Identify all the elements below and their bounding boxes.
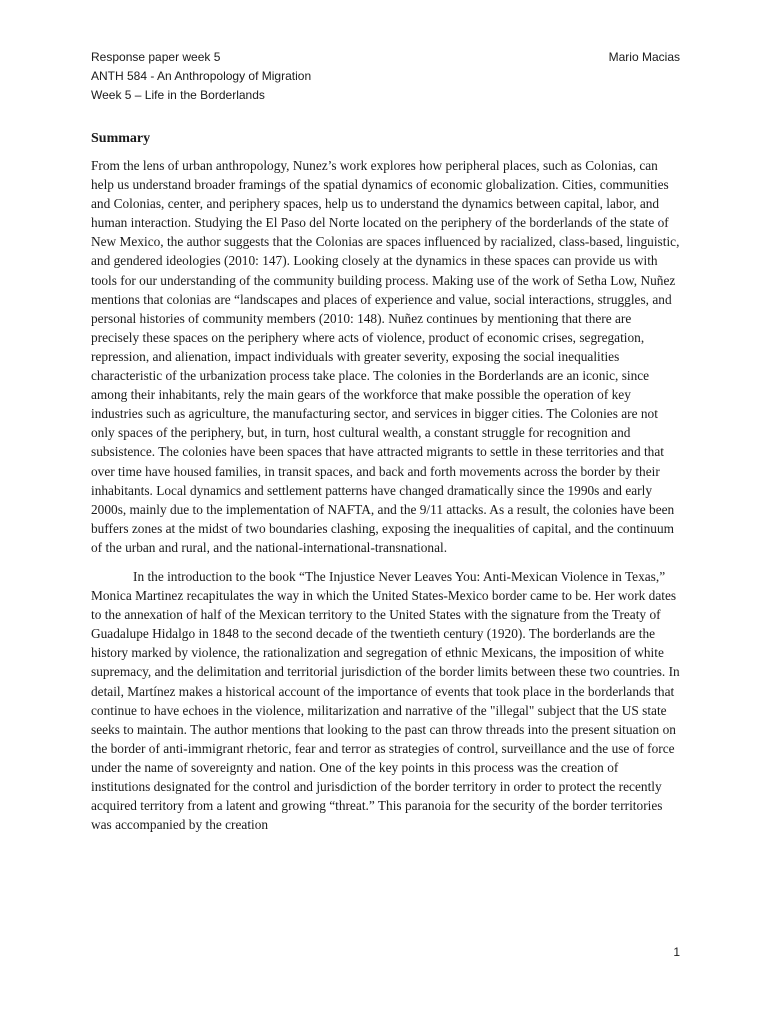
page-number: 1 (673, 945, 680, 959)
week-topic: Week 5 – Life in the Borderlands (91, 88, 265, 102)
header-row-3 (91, 86, 680, 105)
author-name: Mario Macias (608, 50, 680, 64)
document-body (91, 129, 680, 844)
document-header (91, 48, 680, 105)
course-title: ANTH 584 - An Anthropology of Migration (91, 69, 312, 83)
header-row-1 (91, 48, 680, 67)
paragraph-2: In the introduction to the book “The Injustice Never Leaves You: Anti-Mexican Violence in Texas,” Monica Martinez recapitulates the way in which the United States-Mexico border came to be. Her work dates to the annexation of half of the Mexican territory to the United States with the signature from the Treaty of Guadalupe Hidalgo in 1848 to the second decade of the twentieth century (1920). The borderlands are the history marked by violence, the rationalization and segregation of ethnic Mexicans, the imposition of white supremacy, and the delimitation and territorial jurisdiction of the border limits between these two countries. In detail, Martínez makes a historical account of the importance of events that took place in the borderlands that continue to have echoes in the violence, militarization and narrative of the "illegal" subject that the US state seeks to maintain. The author mentions that looking to the past can throw threads into the present situation on the border of anti-immigrant rhetoric, fear and terror as strategies of control, surveillance and the use of force under the name of sovereignty and nation. One of the key points in this process was the creation of institutions designated for the control and jurisdiction of the border territory in order to protect the recently acquired territory from a latent and growing “threat.” This paranoia for the security of the border territories was accompanied by the creation (91, 568, 680, 833)
assignment-title: Response paper week 5 (91, 50, 221, 64)
summary-heading: Summary (91, 131, 151, 146)
header-row-2 (91, 67, 680, 86)
paragraph-1: From the lens of urban anthropology, Nunez’s work explores how peripheral places, such as Colonias, can help us understand broader framings of the spatial dynamics of economic globalization. Cities, communities and Colonias, center, and periphery spaces, help us to understand the dynamics between capital, labor, and human interaction. Studying the El Paso del Norte located on the periphery of the borderlands of the state of New Mexico, the author suggests that the Colonias are spaces influenced by racialized, class-based, linguistic, and gendered ideologies (2010: 147). Looking closely at the dynamics in these spaces can provide us with tools for our understanding of the community building process. Making use of the work of Setha Low, Nuñez mentions that colonias are “landscapes and places of experience and value, social interactions, struggles, and personal histories of community members (2010: 148). Nuñez continues by mentioning that there are precisely these spaces on the periphery where acts of violence, product of economic crises, segregation, repression, and alienation, impact individuals with greater severity, exposing the social inequalities characteristic of the urbanization process take place. The colonies in the Borderlands are an iconic, since among their inhabitants, rely the main gears of the workforce that make possible the operation of key industries such as agriculture, the manufacturing sector, and services in bigger cities. The Colonies are not only spaces of the periphery, but, in turn, host cultural wealth, a constant struggle for recognition and subsistence. The colonies have been spaces that have attracted migrants to settle in these territories and that over time have housed families, in transit spaces, and back and forth movements across the border by their inhabitants. Local dynamics and settlement patterns have changed dramatically since the 1990s and early 2000s, mainly due to the implementation of NAFTA, and the 9/11 attacks. As a result, the colonies have been buffers zones at the midst of two boundaries clashing, exposing the inequalities of capital, and the continuum of the urban and rural, and the national-international-transnational. (91, 158, 680, 555)
